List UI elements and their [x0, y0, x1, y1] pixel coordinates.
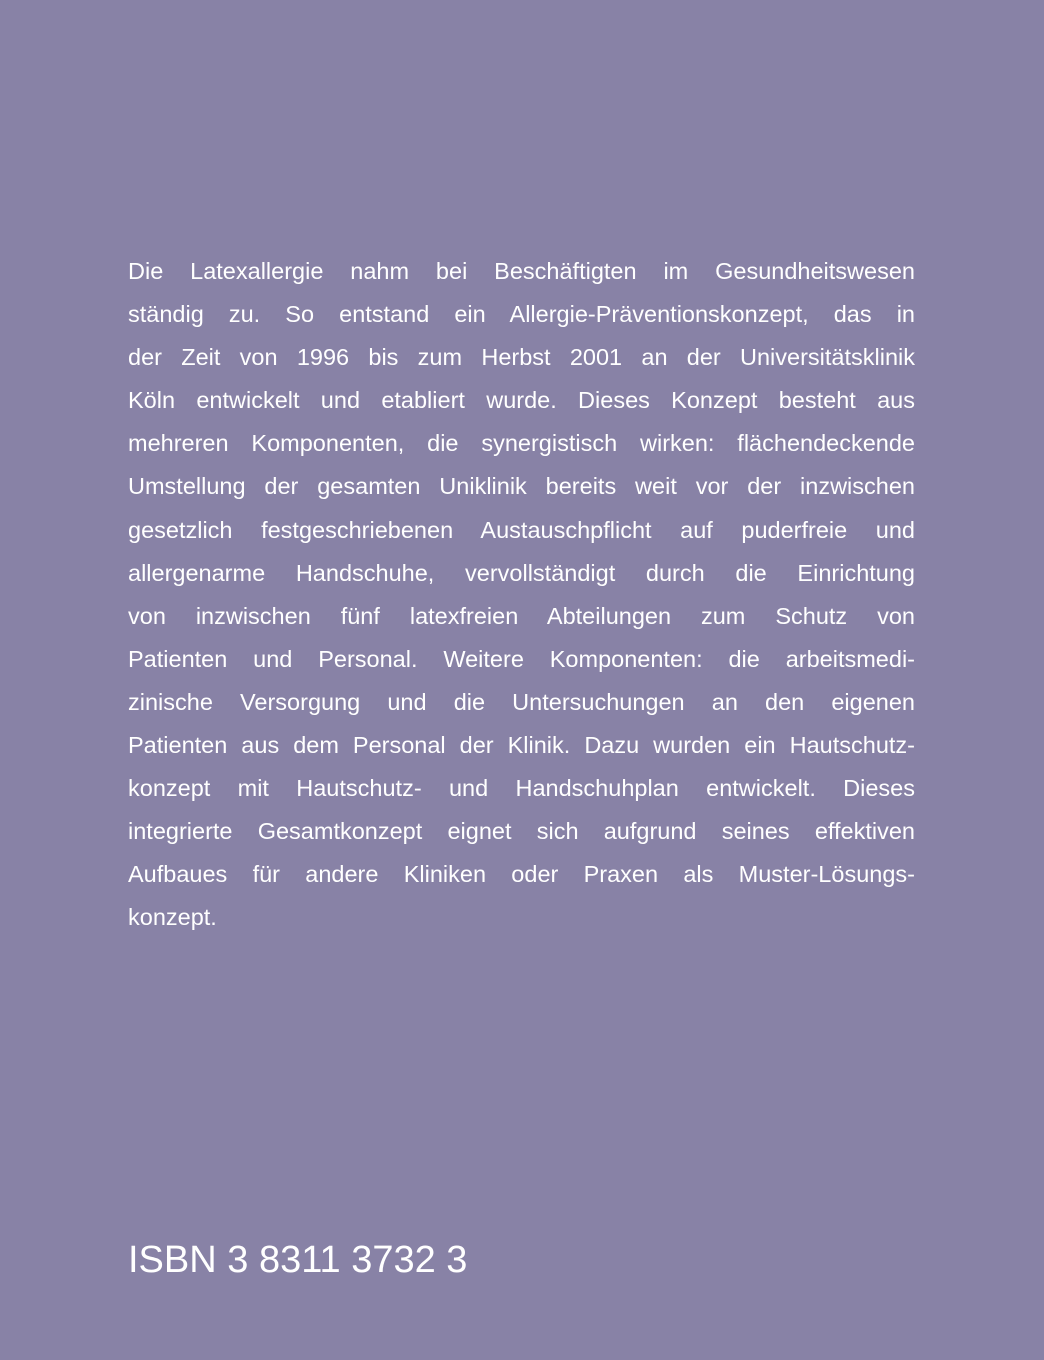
blurb-line: Umstellung der gesamten Uniklinik bereits weit vor der inzwischen — [128, 473, 915, 500]
blurb-line: integrierte Gesamtkonzept eignet sich aufgrund seines effektiven — [128, 818, 915, 845]
blurb-line: mehreren Komponenten, die synergistisch wirken: flächendeckende — [128, 430, 915, 457]
blurb-line: Die Latexallergie nahm bei Beschäftigten im Gesundheitswesen — [128, 258, 915, 284]
blurb-line: gesetzlich festgeschriebenen Austauschpflicht auf puderfreie und — [128, 516, 915, 543]
blurb-line: Patienten und Personal. Weitere Komponenten: die arbeitsmedi- — [128, 645, 915, 672]
blurb-line: allergenarme Handschuhe, vervollständigt durch die Einrichtung — [128, 559, 915, 586]
blurb-line: von inzwischen fünf latexfreien Abteilungen zum Schutz von — [128, 602, 915, 629]
isbn-number: ISBN 3 8311 3732 3 — [128, 1239, 468, 1281]
blurb-line: zinische Versorgung und die Untersuchungen an den eigenen — [128, 688, 915, 715]
blurb-line: der Zeit von 1996 bis zum Herbst 2001 an der Universitätsklinik — [128, 344, 915, 371]
blurb-text — [128, 250, 915, 940]
blurb-line: ständig zu. So entstand ein Allergie-Präventionskonzept, das in — [128, 301, 915, 328]
blurb-line: konzept mit Hautschutz- und Handschuhplan entwickelt. Dieses — [128, 775, 915, 802]
blurb-line: Köln entwickelt und etabliert wurde. Dieses Konzept besteht aus — [128, 387, 915, 414]
blurb-line: Aufbaues für andere Kliniken oder Praxen als Muster-Lösungs- — [128, 861, 915, 888]
blurb-line: Patienten aus dem Personal der Klinik. Dazu wurden ein Hautschutz- — [128, 732, 915, 759]
blurb-line: konzept. — [128, 904, 217, 931]
